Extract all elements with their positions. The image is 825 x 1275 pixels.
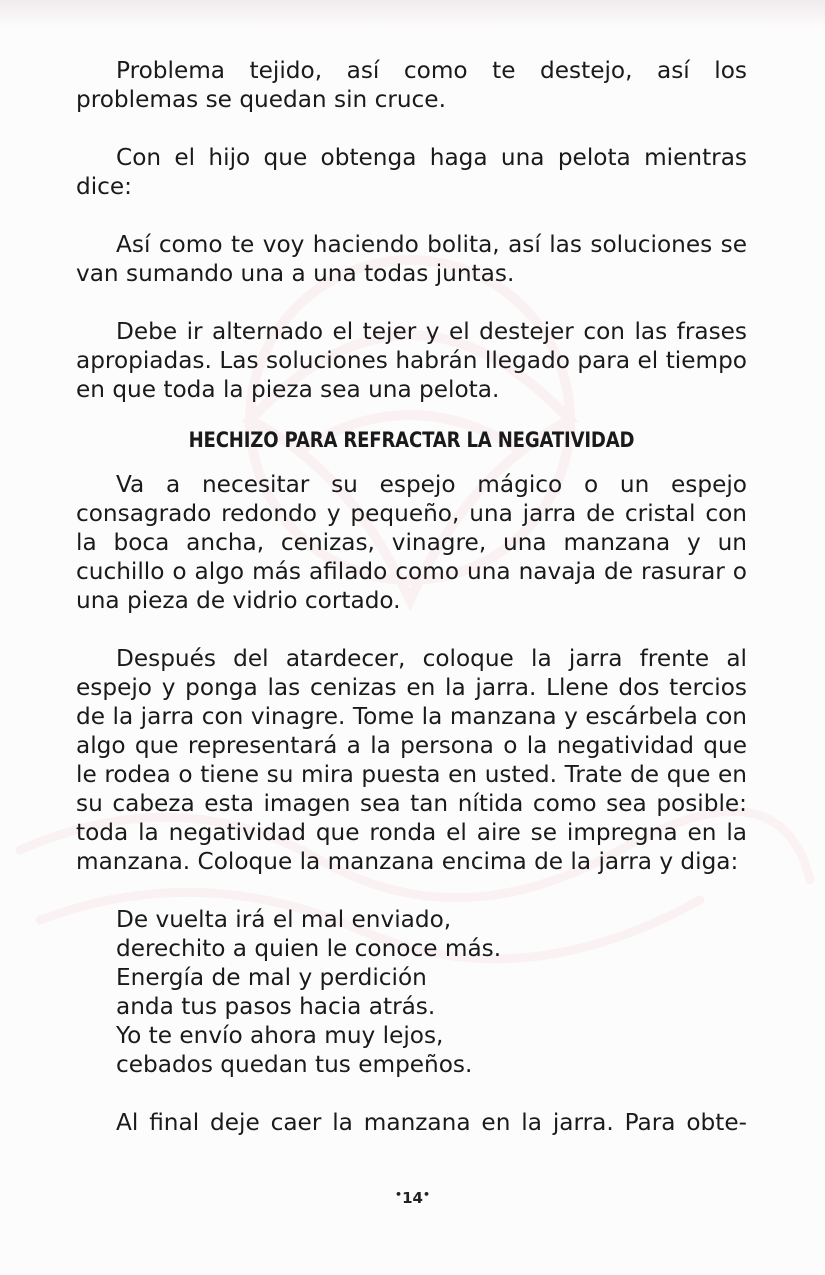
paragraph-problema: Problema tejido, así como te destejo, así los problemas se quedan sin cruce. [76,57,747,113]
paragraph-al-final: Al final deje caer la manzana en la jarra. Para obte- [116,1109,747,1136]
page-number [0,1188,825,1207]
paragraph-despues: Después del atardecer, coloque la jarra frente al espejo y ponga las cenizas en la jarra. Llene dos tercios de la jarra con vinagre. Tome la manzana y escárbela con algo que representará a la persona o la negatividad que le rodea o tiene su mira puesta en usted. Trate de que en su cabeza esta imagen sea tan nítida como sea posible: toda la negatividad que ronda el aire se impregna en la manzana. Coloque la manzana encima de la jarra y diga: [76,645,747,875]
page-text-block [76,56,747,1137]
paragraph-asi-como: Así como te voy haciendo bolita, así las soluciones se van sumando una a una todas juntas. [76,231,747,287]
page-number-mark: • [422,1188,430,1201]
verse-line: anda tus pasos hacia atrás. [116,993,436,1020]
section-heading: HECHIZO PARA REFRACTAR LA NEGATIVIDAD [188,428,635,452]
page-edge-shadow [0,0,825,28]
verse-line: Energía de mal y perdición [116,964,427,991]
paragraph-va-a-necesitar: Va a necesitar su espejo mágico o un espejo consagrado redondo y pequeño, una jarra de cristal con la boca ancha, cenizas, vinagre, una manzana y un cuchillo o algo más afilado como una navaja de rasurar o una pieza de vidrio cortado. [76,471,747,614]
paragraph-con-el-hijo: Con el hijo que obtenga haga una pelota mientras dice: [76,144,747,200]
verse-line: derechito a quien le conoce más. [116,935,502,962]
page-number-mark: • [395,1188,403,1201]
verse-line: cebados quedan tus empeños. [116,1051,473,1078]
verse-line: Yo te envío ahora muy lejos, [116,1022,444,1049]
verse-line: De vuelta irá el mal enviado, [116,906,452,933]
page-number-value: 14 [402,1189,423,1207]
paragraph-debe-ir: Debe ir alternado el tejer y el destejer con las frases apropiadas. Las soluciones habrán llegado para el tiempo en que toda la pieza sea una pelota. [76,318,747,403]
spell-verse [116,905,747,1079]
